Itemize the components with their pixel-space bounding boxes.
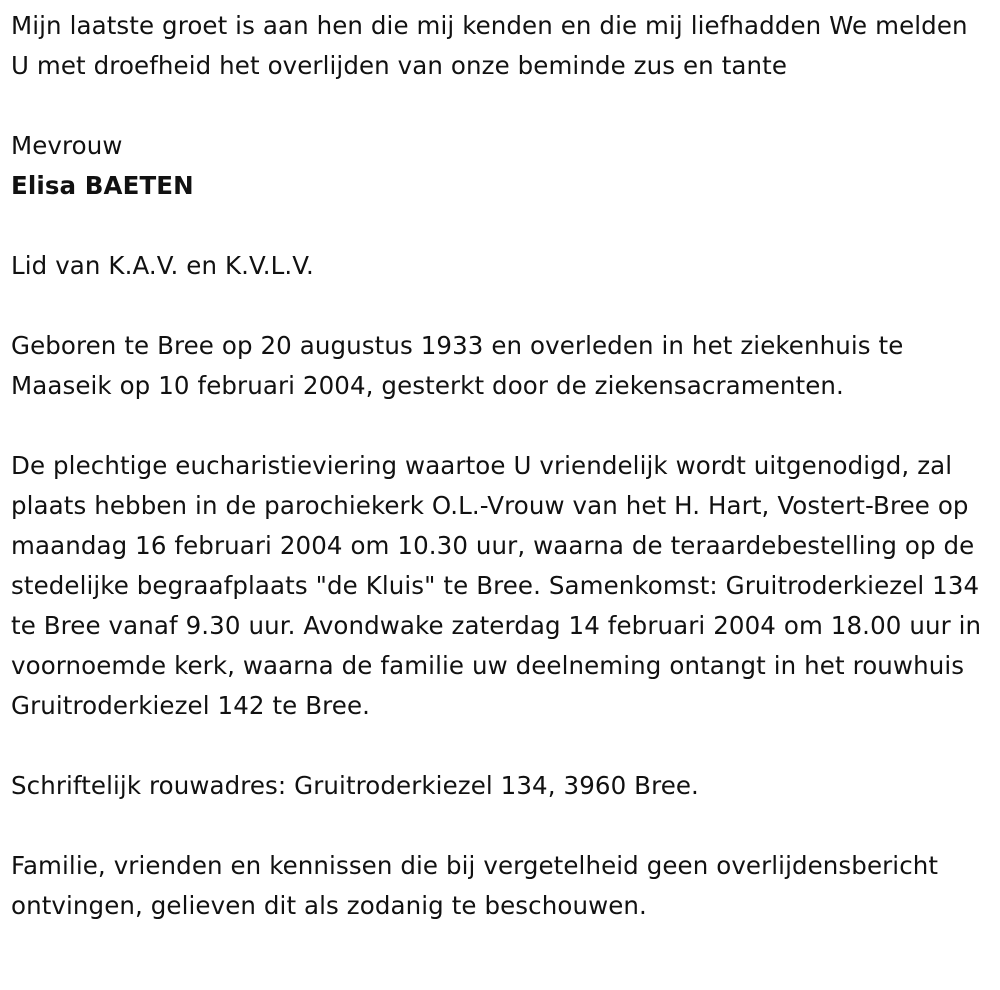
deceased-name: Elisa BAETEN — [11, 171, 194, 200]
membership-paragraph: Lid van K.A.V. en K.V.L.V. — [11, 251, 314, 280]
deceased-title: Mevrouw — [11, 131, 123, 160]
intro-paragraph: Mijn laatste groet is aan hen die mij kenden en die mij liefhadden We melden U met droefheid het overlijden van onze beminde zus en tante — [11, 11, 968, 80]
closing-paragraph: Familie, vrienden en kennissen die bij vergetelheid geen overlijdensbericht ontvingen, gelieven dit als zodanig te beschouwen. — [11, 851, 939, 920]
birth-death-paragraph: Geboren te Bree op 20 augustus 1933 en overleden in het ziekenhuis te Maaseik op 10 februari 2004, gesterkt door de ziekensacramenten. — [11, 331, 904, 400]
ceremony-paragraph: De plechtige eucharistieviering waartoe U vriendelijk wordt uitgenodigd, zal plaats hebben in de parochiekerk O.L.-Vrouw van het H. Hart, Vostert-Bree op maandag 16 februari 2004 om 10.30 uur, waarna de teraardebestelling op de stedelijke begraafplaats "de Kluis" te Bree. Samenkomst: Gruitroderkiezel 134 te Bree vanaf 9.30 uur. Avondwake zaterdag 14 februari 2004 om 18.00 uur in voornoemde kerk, waarna de familie uw deelneming ontangt in het rouwhuis Gruitroderkiezel 142 te Bree. — [11, 451, 982, 720]
obituary-notice — [11, 6, 991, 926]
address-paragraph: Schriftelijk rouwadres: Gruitroderkiezel 134, 3960 Bree. — [11, 771, 699, 800]
